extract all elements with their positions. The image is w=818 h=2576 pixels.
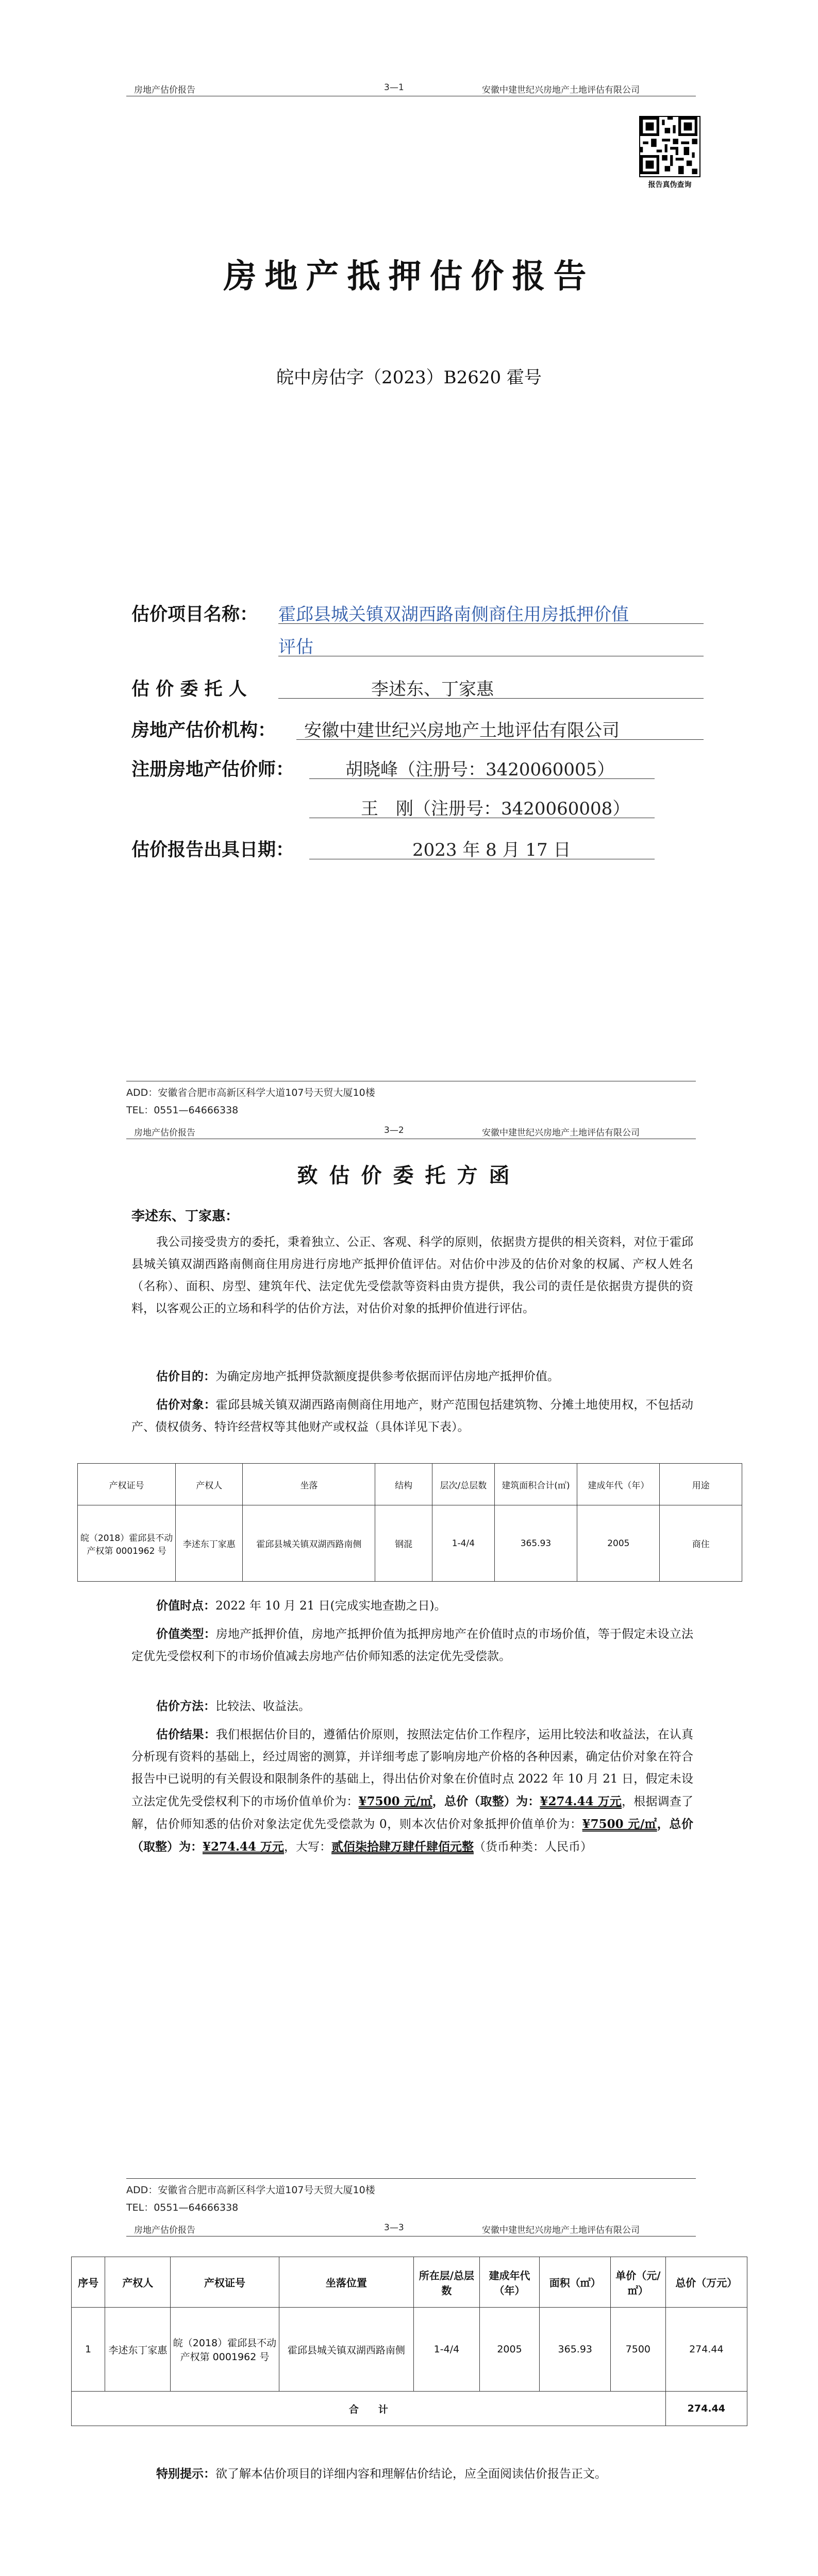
date-value: 2023 年 8 月 17 日 bbox=[412, 840, 571, 860]
footer-tel: TEL：0551—64666338 bbox=[126, 1105, 239, 1116]
total-price-chinese: 贰佰柒拾肆万肆仟肆佰元整 bbox=[331, 1840, 474, 1854]
project-name-value-line2: 评估 bbox=[278, 637, 313, 657]
letter-paragraph-value-type bbox=[131, 1623, 693, 1668]
header-page-number: 3—3 bbox=[384, 2223, 404, 2233]
letter-paragraph-object bbox=[131, 1394, 693, 1438]
object-text: 霍邱县城关镇双湖西路南侧商住用地产，财产范围包括建筑物、分摊土地使用权，不包括动产、债权债务、特许经营权等其他财产或权益（具体详见下表）。 bbox=[131, 1398, 694, 1434]
letter-salutation: 李述东、丁家惠： bbox=[131, 1209, 239, 1224]
table-cell: 李述东丁家惠 bbox=[105, 2308, 171, 2392]
letter-title: 致估价委托方函 bbox=[297, 1163, 521, 1188]
table-cell: 皖（2018）霍邱县不动产权第 0001962 号 bbox=[78, 1505, 176, 1582]
page-summary bbox=[0, 2215, 818, 2576]
result-text-4: ，总价（取整）为： bbox=[131, 1817, 693, 1854]
letter-paragraph-value-date bbox=[131, 1595, 693, 1617]
table-header: 产权人 bbox=[176, 1464, 243, 1505]
object-label: 估价对象： bbox=[156, 1398, 216, 1412]
letter-paragraph-method bbox=[131, 1695, 693, 1718]
total-label: 合 计 bbox=[72, 2392, 666, 2426]
letter-paragraph-purpose bbox=[131, 1365, 693, 1388]
underline bbox=[278, 623, 704, 624]
value-date-text: 2022 年 10 月 21 日(完成实地查勘之日)。 bbox=[215, 1599, 446, 1613]
table-row bbox=[72, 2308, 747, 2392]
table-header: 产权证号 bbox=[171, 2257, 279, 2308]
underline bbox=[278, 698, 704, 699]
unit-price: ¥7500 元/㎡ bbox=[358, 1794, 432, 1808]
table-cell: 2005 bbox=[577, 1505, 660, 1582]
value-type-text: 房地产抵押价值，房地产抵押价值为抵押房地产在价值时点的市场价值，等于假定未设立法定优先受偿权利下的市场价值减去房地产估价师知悉的法定优先受偿款。 bbox=[131, 1628, 694, 1663]
method-label: 估价方法： bbox=[156, 1699, 215, 1713]
table-cell: 365.93 bbox=[540, 2308, 611, 2392]
header-left: 房地产估价报告 bbox=[134, 85, 195, 95]
table-header: 用途 bbox=[660, 1464, 742, 1505]
table-cell: 商住 bbox=[660, 1505, 742, 1582]
table-header: 单价（元/㎡） bbox=[611, 2257, 666, 2308]
org-value: 安徽中建世纪兴房地产土地评估有限公司 bbox=[304, 720, 620, 741]
table-header: 坐落 bbox=[243, 1464, 375, 1505]
result-label: 估价结果： bbox=[156, 1727, 216, 1741]
client-value: 李述东、丁家惠 bbox=[371, 679, 494, 700]
page-cover bbox=[0, 0, 818, 1118]
table-header: 建筑面积合计(㎡) bbox=[494, 1464, 577, 1505]
client-label: 估 价 委 托 人 bbox=[131, 679, 247, 700]
table-header: 结构 bbox=[375, 1464, 432, 1505]
qr-code-icon[interactable] bbox=[639, 116, 700, 177]
header-left: 房地产估价报告 bbox=[134, 2225, 195, 2235]
table-cell: 1-4/4 bbox=[414, 2308, 479, 2392]
underline bbox=[309, 778, 655, 779]
table-cell: 霍邱县城关镇双湖西路南侧 bbox=[279, 2308, 414, 2392]
project-name-value-line1: 霍邱县城关镇双湖西路南侧商住用房抵押价值 bbox=[278, 604, 629, 625]
table-cell: 7500 bbox=[611, 2308, 666, 2392]
footer-tel: TEL：0551—64666338 bbox=[126, 2202, 239, 2213]
project-name-label: 估价项目名称： bbox=[131, 604, 258, 625]
report-title: 房地产抵押估价报告 bbox=[223, 257, 595, 296]
header-page-number: 3—2 bbox=[384, 1125, 404, 1136]
table-header: 序号 bbox=[72, 2257, 105, 2308]
table-header: 产权证号 bbox=[78, 1464, 176, 1505]
table-cell: 1 bbox=[72, 2308, 105, 2392]
table-header-row bbox=[78, 1464, 742, 1505]
table-header: 层次/总层数 bbox=[432, 1464, 495, 1505]
table-header: 面积（㎡） bbox=[540, 2257, 611, 2308]
purpose-label: 估价目的： bbox=[156, 1369, 215, 1383]
table-cell: 2005 bbox=[479, 2308, 540, 2392]
letter-paragraph-intro: 我公司接受贵方的委托，秉着独立、公正、客观、科学的原则，依据贵方提供的相关资料，对位于霍邱县城关镇双湖西路南侧商住用房进行房地产抵押价值评估。对估价中涉及的估价对象的权属、产权人姓名（名称）、面积、房型、建筑年代、法定优先受偿款等资料由贵方提供，我公司的责任是依据贵方提供的资料，以客观公正的立场和科学的估价方法，对估价对象的抵押价值进行评估。 bbox=[131, 1235, 693, 1315]
org-label: 房地产估价机构： bbox=[131, 720, 276, 741]
mortgage-unit-price: ¥7500 元/㎡ bbox=[582, 1817, 657, 1831]
header-page-number: 3—1 bbox=[384, 82, 404, 93]
table-cell: 365.93 bbox=[494, 1505, 577, 1582]
footer-rule bbox=[126, 2178, 696, 2179]
table-total-row bbox=[72, 2392, 747, 2426]
footer-address: ADD：安徽省合肥市高新区科学大道107号天贸大厦10楼 bbox=[126, 2184, 375, 2196]
qr-caption: 报告真伪查询 bbox=[648, 181, 692, 189]
table-header: 建成年代（年） bbox=[479, 2257, 540, 2308]
letter-paragraph-result bbox=[131, 1723, 693, 1858]
page-footer bbox=[126, 1084, 375, 1119]
table-cell: 274.44 bbox=[665, 2308, 747, 2392]
header-company: 安徽中建世纪兴房地产土地评估有限公司 bbox=[482, 85, 640, 95]
currency-note: （货币种类：人民币） bbox=[474, 1840, 593, 1854]
appraiser-label: 注册房地产估价师： bbox=[131, 759, 294, 780]
footer-address: ADD：安徽省合肥市高新区科学大道107号天贸大厦10楼 bbox=[126, 1087, 375, 1098]
result-text-5: ，大写： bbox=[284, 1840, 332, 1854]
tip-text: 欲了解本估价项目的详细内容和理解估价结论，应全面阅读估价报告正文。 bbox=[215, 2467, 607, 2481]
table-header-row bbox=[72, 2257, 747, 2308]
table-header: 所在层/总层数 bbox=[414, 2257, 479, 2308]
appraiser-1: 胡晓峰（注册号：3420060005） bbox=[345, 759, 615, 780]
result-text-3: ，根据调查了解，估价师知悉的估价对象法定优先受偿款为 0，则本次估价对象抵押价值单价为： bbox=[131, 1795, 694, 1831]
property-table bbox=[77, 1463, 742, 1582]
table-header: 建成年代（年） bbox=[577, 1464, 660, 1505]
result-text: 我们根据估价目的，遵循估价原则，按照法定估价工作程序，运用比较法和收益法，在认真分析现有资料的基础上，经过周密的测算，并详细考虑了影响房地产价格的各种因素，确定估价对象在符合报告中已说明的有关假设和限制条件的基础上，得出估价对象在价值时点 2022 年 10 月 21 日，假定未设立法定优先受偿权利下的市场价值单价为： bbox=[131, 1728, 694, 1808]
table-header: 总价（万元） bbox=[665, 2257, 747, 2308]
table-cell: 皖（2018）霍邱县不动产权第 0001962 号 bbox=[171, 2308, 279, 2392]
value-type-label: 价值类型： bbox=[156, 1627, 216, 1641]
tip-label: 特别提示： bbox=[156, 2467, 215, 2481]
table-cell: 钢混 bbox=[375, 1505, 432, 1582]
appraiser-2: 王 刚（注册号：3420060008） bbox=[361, 799, 630, 819]
table-cell: 霍邱县城关镇双湖西路南侧 bbox=[243, 1505, 375, 1582]
table-cell: 李述东丁家惠 bbox=[176, 1505, 243, 1582]
header-left: 房地产估价报告 bbox=[134, 1128, 195, 1138]
total-price: ¥274.44 万元 bbox=[540, 1794, 622, 1808]
page-letter bbox=[0, 1118, 818, 2215]
result-text-2: ，总价（取整）为： bbox=[432, 1794, 540, 1808]
header-company: 安徽中建世纪兴房地产土地评估有限公司 bbox=[482, 2225, 640, 2235]
table-header: 坐落位置 bbox=[279, 2257, 414, 2308]
date-label: 估价报告出具日期： bbox=[131, 839, 294, 860]
header-company: 安徽中建世纪兴房地产土地评估有限公司 bbox=[482, 1128, 640, 1138]
value-date-label: 价值时点： bbox=[156, 1599, 215, 1613]
valuation-table bbox=[71, 2257, 747, 2426]
underline bbox=[296, 739, 704, 740]
page-footer bbox=[126, 2181, 375, 2216]
table-cell: 1-4/4 bbox=[432, 1505, 495, 1582]
table-row bbox=[78, 1505, 742, 1582]
purpose-text: 为确定房地产抵押贷款额度提供参考依据而评估房地产抵押价值。 bbox=[215, 1370, 559, 1383]
special-tip bbox=[131, 2463, 693, 2485]
table-header: 产权人 bbox=[105, 2257, 171, 2308]
mortgage-total-price: ¥274.44 万元 bbox=[203, 1840, 285, 1854]
report-number: 皖中房估字（2023）B2620 霍号 bbox=[276, 367, 542, 388]
method-text: 比较法、收益法。 bbox=[215, 1700, 310, 1713]
total-value: 274.44 bbox=[665, 2392, 747, 2426]
